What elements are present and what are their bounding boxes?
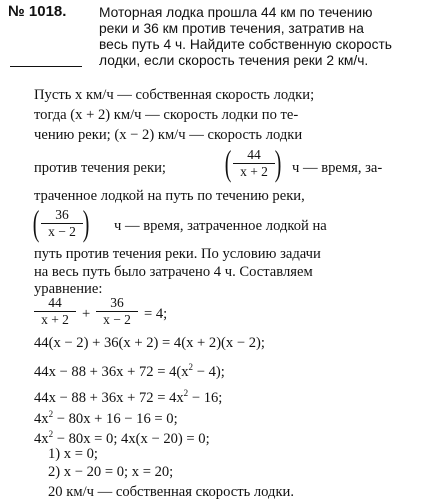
solution-line-7: путь против течения реки. По условию задачи — [34, 246, 321, 262]
step-4 — [34, 406, 178, 427]
solution-line-1: Пусть x км/ч — собственная скорость лодки; — [34, 87, 315, 103]
solution-line-2: тогда (x + 2) км/ч — скорость лодки по те- — [34, 107, 299, 123]
task-text-line-2: реки и 36 км против течения, затратив на — [99, 21, 364, 36]
step-4-part-a: 4x — [34, 411, 49, 427]
solution-line-8: на весь путь было затрачено 4 ч. Составляем — [34, 264, 313, 280]
task-number: № 1018. — [8, 3, 67, 20]
equation-plus: + — [82, 306, 91, 322]
solution-line-3: чению реки; (x − 2) км/ч — скорость лодки — [34, 127, 303, 143]
step-2-part-a: 44x − 88 + 36x + 72 = 4(x — [34, 364, 189, 380]
fraction-36-over-x-minus-2 — [41, 208, 83, 239]
answer-blank-line — [10, 66, 82, 67]
left-paren: ( — [32, 203, 40, 243]
fraction-numerator: 44 — [48, 295, 62, 310]
fraction-numerator: 36 — [110, 295, 124, 310]
right-paren: ) — [274, 143, 282, 183]
step-3-part-a: 44x − 88 + 36x + 72 = 4x — [34, 390, 184, 406]
fraction-denominator: x + 2 — [240, 164, 268, 179]
step-2-part-b: − 4); — [193, 364, 225, 380]
answer: 20 км/ч — собственная скорость лодки. — [48, 484, 295, 500]
root-1: 1) x = 0; — [48, 446, 98, 462]
step-1: 44(x − 2) + 36(x + 2) = 4(x + 2)(x − 2); — [34, 335, 265, 351]
fraction-denominator: x − 2 — [48, 224, 76, 239]
step-5-part-b: − 80x = 0; 4x(x − 20) = 0; — [53, 431, 210, 447]
equation-fraction-1 — [34, 296, 76, 327]
fraction-44-over-x-plus-2 — [233, 148, 275, 179]
task-text-line-4: лодки, если скорость течения реки 2 км/ч. — [99, 53, 369, 68]
equation-rhs: = 4; — [144, 306, 168, 322]
solution-line-5: траченное лодкой на путь по течению реки, — [34, 188, 305, 204]
step-2 — [34, 359, 225, 380]
step-3 — [34, 385, 222, 406]
fraction-numerator: 36 — [55, 207, 69, 222]
exponent: 2 — [183, 388, 189, 398]
step-3-part-b: − 16; — [188, 390, 223, 406]
equation-fraction-2 — [96, 296, 138, 327]
solution-line-4b: ч — время, за- — [292, 160, 383, 176]
fraction-denominator: x + 2 — [41, 312, 69, 327]
fraction-numerator: 44 — [247, 147, 261, 162]
exponent: 2 — [48, 429, 54, 439]
step-4-part-b: − 80x + 16 − 16 = 0; — [53, 411, 178, 427]
solution-line-4a: против течения реки; — [34, 160, 166, 176]
step-5 — [34, 426, 210, 447]
right-paren: ) — [82, 203, 90, 243]
task-text-line-1: Моторная лодка прошла 44 км по течению — [99, 5, 373, 20]
step-5-part-a: 4x — [34, 431, 49, 447]
solution-line-9: уравнение: — [34, 281, 103, 297]
root-2: 2) x − 20 = 0; x = 20; — [48, 464, 174, 480]
task-text-line-3: весь путь 4 ч. Найдите собственную скорость — [99, 37, 392, 52]
solution-line-6: ч — время, затраченное лодкой на — [114, 218, 327, 234]
exponent: 2 — [48, 409, 54, 419]
left-paren: ( — [224, 143, 232, 183]
fraction-denominator: x − 2 — [103, 312, 131, 327]
exponent: 2 — [188, 362, 194, 372]
